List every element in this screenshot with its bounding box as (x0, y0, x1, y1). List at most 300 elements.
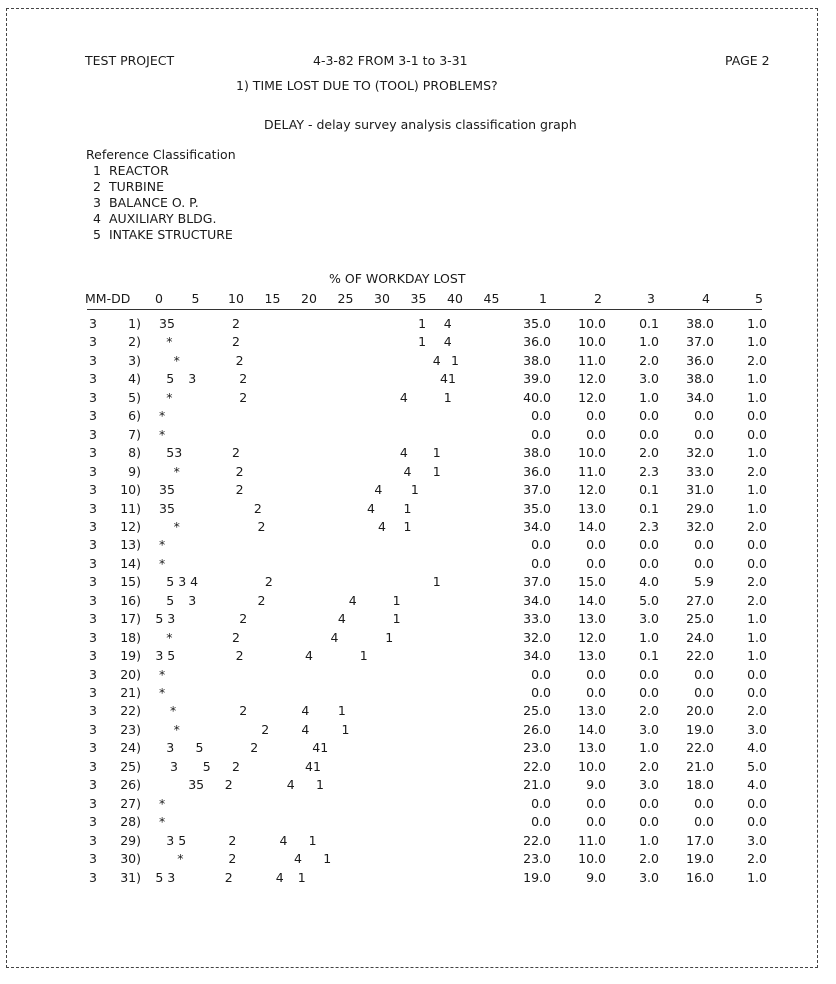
class-value: 0.1 (639, 482, 659, 498)
class-value: 3.0 (639, 371, 659, 387)
class-value: 10.0 (578, 851, 606, 867)
table-row (7, 776, 819, 794)
class-value: 14.0 (578, 721, 606, 737)
class-value: 2.3 (639, 518, 659, 534)
class-value: 32.0 (523, 629, 551, 645)
table-row (7, 592, 819, 610)
question-title: 1) TIME LOST DUE TO (TOOL) PROBLEMS? (236, 78, 498, 93)
class-value: 35.0 (523, 500, 551, 516)
table-row (7, 389, 819, 407)
table-row (7, 518, 819, 536)
class-value: 2.3 (639, 463, 659, 479)
class-value: 0.0 (639, 666, 659, 682)
class-value: 27.0 (686, 592, 714, 608)
class-value: 12.0 (578, 482, 606, 498)
class-value: 1.0 (747, 629, 767, 645)
row-day: 15) (120, 574, 141, 590)
plot-mark: 2 (257, 518, 266, 534)
class-value: 1.0 (639, 629, 659, 645)
plot-mark: 2 (232, 758, 240, 774)
report-date-range: 4-3-82 FROM 3-1 to 3-31 (313, 53, 468, 68)
table-row (7, 647, 819, 665)
row-month: 3 (89, 574, 97, 590)
row-month: 3 (89, 758, 97, 774)
row-day: 4) (128, 371, 141, 387)
class-value: 3.0 (747, 721, 767, 737)
class-value: 37.0 (523, 574, 551, 590)
row-day: 3) (128, 352, 141, 368)
plot-mark: 2 (232, 445, 240, 461)
scale-tick-label: 5 (191, 291, 200, 306)
plot-mark: 2 (239, 703, 248, 719)
row-day: 19) (120, 648, 141, 664)
class-value: 38.0 (523, 445, 551, 461)
plot-mark: 2 (224, 777, 233, 793)
plot-mark: 5 3 (155, 869, 176, 885)
table-row (7, 481, 819, 499)
reference-item (93, 179, 164, 195)
plot-mark: * (166, 389, 173, 405)
scale-tick-label: 35 (410, 291, 427, 306)
plot-mark: 2 (250, 740, 259, 756)
plot-mark: 3 5 (166, 832, 187, 848)
class-value: 10.0 (578, 758, 606, 774)
plot-mark: * (177, 851, 184, 867)
plot-mark: 4 (367, 500, 375, 516)
plot-mark: 2 (228, 851, 237, 867)
plot-mark: 4 (348, 592, 357, 608)
plot-mark: 2 (261, 721, 270, 737)
plot-mark: 4 (305, 648, 313, 664)
row-month: 3 (89, 334, 97, 350)
row-month: 3 (89, 648, 97, 664)
class-value: 21.0 (523, 777, 551, 793)
plot-mark: 3 (188, 371, 197, 387)
row-month: 3 (89, 518, 97, 534)
class-value: 13.0 (578, 611, 606, 627)
plot-mark: 41 (312, 740, 329, 756)
class-value: 0.0 (747, 537, 767, 553)
class-value: 1.0 (747, 371, 767, 387)
plot-mark: 4 (330, 629, 339, 645)
plot-mark: 41 (305, 758, 321, 774)
plot-mark: 2 (264, 574, 273, 590)
plot-mark: 2 (235, 482, 244, 498)
class-value: 3.0 (639, 869, 659, 885)
class-value: 34.0 (523, 592, 551, 608)
table-row (7, 813, 819, 831)
class-value: 11.0 (578, 832, 606, 848)
report-page (6, 8, 818, 968)
plot-mark: * (159, 666, 166, 682)
plot-mark: 1 (410, 482, 419, 498)
row-day: 1) (128, 316, 141, 331)
row-month: 3 (89, 832, 97, 848)
plot-mark: 4 (294, 851, 302, 867)
class-value: 3.0 (639, 721, 659, 737)
table-row (7, 500, 819, 518)
row-month: 3 (89, 869, 97, 885)
class-value: 1.0 (747, 482, 767, 498)
plot-mark: 1 (392, 592, 401, 608)
row-month: 3 (89, 629, 97, 645)
row-month: 3 (89, 740, 97, 756)
class-value: 3.0 (747, 832, 767, 848)
class-value: 25.0 (686, 611, 714, 627)
row-month: 3 (89, 666, 97, 682)
plot-mark: * (159, 537, 166, 553)
class-value: 2.0 (639, 758, 659, 774)
plot-mark: * (159, 685, 166, 700)
reference-item-label: INTAKE STRUCTURE (109, 227, 233, 242)
table-row (7, 869, 819, 887)
row-day: 16) (120, 592, 141, 608)
class-value: 39.0 (523, 371, 551, 387)
header-rule (87, 309, 762, 310)
class-value: 0.0 (531, 814, 551, 830)
class-value: 0.0 (694, 795, 714, 811)
scale-tick-label: 25 (337, 291, 354, 306)
table-row (7, 426, 819, 444)
plot-mark: * (173, 721, 180, 737)
reference-item-number: 4 (93, 211, 101, 226)
plot-mark: 1 (432, 463, 441, 479)
row-month: 3 (89, 611, 97, 627)
class-value: 0.0 (747, 814, 767, 830)
table-row (7, 333, 819, 351)
plot-mark: * (169, 703, 177, 719)
class-value: 32.0 (686, 518, 714, 534)
row-month: 3 (89, 721, 97, 737)
scale-tick-label: 0 (155, 291, 163, 306)
class-value: 0.0 (694, 814, 714, 830)
class-value: 26.0 (523, 721, 551, 737)
row-month: 3 (89, 814, 97, 830)
reference-item (93, 163, 169, 179)
class-value: 38.0 (686, 371, 714, 387)
row-day: 8) (128, 445, 141, 461)
class-value: 1.0 (747, 869, 767, 885)
plot-mark: * (159, 408, 166, 424)
class-value: 4.0 (747, 740, 767, 756)
plot-mark: 4 (286, 777, 295, 793)
class-value: 22.0 (686, 648, 714, 664)
class-value: 0.1 (639, 316, 659, 331)
class-value: 2.0 (747, 518, 767, 534)
plot-mark: 4 (275, 869, 284, 885)
row-day: 5) (128, 389, 141, 405)
class-value: 0.0 (747, 685, 767, 700)
report-subtitle: DELAY - delay survey analysis classification graph (264, 117, 577, 132)
scale-tick-label: 30 (374, 291, 390, 306)
plot-mark: 1 (337, 703, 346, 719)
plot-mark: 5 (166, 371, 175, 387)
class-value: 0.0 (531, 795, 551, 811)
row-day: 29) (120, 832, 141, 848)
row-month: 3 (89, 408, 97, 424)
class-value: 0.0 (694, 666, 714, 682)
class-value: 2.0 (747, 592, 767, 608)
table-row (7, 850, 819, 868)
table-row (7, 555, 819, 573)
plot-mark: 1 (308, 832, 317, 848)
scale-tick-label: 15 (264, 291, 281, 306)
class-value: 16.0 (686, 869, 714, 885)
class-value: 5.9 (694, 574, 714, 590)
class-value: 36.0 (686, 352, 714, 368)
row-month: 3 (89, 426, 97, 442)
class-value: 0.0 (639, 537, 659, 553)
row-day: 7) (128, 426, 141, 442)
class-value: 40.0 (523, 389, 551, 405)
scale-tick-label: 40 (447, 291, 463, 306)
scale-tick-label: 45 (483, 291, 500, 306)
class-value: 4.0 (639, 574, 659, 590)
class-value: 1.0 (747, 500, 767, 516)
class-value: 36.0 (523, 334, 551, 350)
reference-item (93, 211, 216, 227)
class-value: 3.0 (639, 611, 659, 627)
plot-mark: 2 (239, 389, 248, 405)
class-value: 25.0 (523, 703, 551, 719)
plot-mark: 2 (228, 832, 237, 848)
class-value: 1.0 (747, 445, 767, 461)
class-value: 0.0 (531, 666, 551, 682)
class-value: 1.0 (747, 611, 767, 627)
table-row (7, 444, 819, 462)
plot-mark: 2 (232, 629, 240, 645)
plot-mark: * (166, 334, 173, 350)
class-value: 0.0 (531, 426, 551, 442)
row-day: 18) (120, 629, 141, 645)
reference-item-number: 2 (93, 179, 101, 194)
plot-mark: 2 (235, 463, 244, 479)
class-value: 1.0 (639, 740, 659, 756)
plot-mark: 1 (418, 316, 427, 331)
plot-mark: 35 (159, 316, 175, 331)
plot-mark: 41 (440, 371, 456, 387)
class-value: 2.0 (639, 703, 659, 719)
row-day: 30) (120, 851, 141, 867)
class-value: 0.0 (639, 814, 659, 830)
table-row (7, 352, 819, 370)
plot-mark: 1 (403, 518, 412, 534)
class-value: 2.0 (747, 352, 767, 368)
class-value: 0.0 (531, 555, 551, 571)
row-month: 3 (89, 537, 97, 553)
table-row (7, 407, 819, 425)
plot-mark: 5 (166, 592, 175, 608)
class-value: 0.0 (586, 537, 606, 553)
row-month: 3 (89, 795, 97, 811)
class-value: 0.0 (639, 795, 659, 811)
plot-mark: 4 (301, 721, 310, 737)
table-row (7, 666, 819, 684)
class-value: 20.0 (686, 703, 714, 719)
reference-item (93, 195, 199, 211)
table-row (7, 463, 819, 481)
plot-mark: 2 (235, 648, 244, 664)
class-value: 9.0 (586, 777, 606, 793)
class-value: 23.0 (523, 851, 551, 867)
plot-mark: 35 (159, 482, 175, 498)
plot-mark: 35 (188, 777, 205, 793)
class-value: 0.0 (531, 408, 551, 424)
table-row (7, 536, 819, 554)
plot-mark: * (166, 629, 173, 645)
class-header: 2 (594, 291, 602, 306)
plot-mark: * (159, 795, 166, 811)
plot-mark: * (159, 426, 166, 442)
project-name: TEST PROJECT (85, 53, 175, 68)
class-value: 2.0 (639, 352, 659, 368)
page-number: PAGE 2 (725, 53, 770, 68)
row-day: 2) (128, 334, 141, 350)
plot-mark: 1 (432, 574, 441, 590)
class-value: 0.0 (586, 795, 606, 811)
class-value: 2.0 (747, 463, 767, 479)
class-value: 0.0 (694, 408, 714, 424)
class-value: 33.0 (686, 463, 714, 479)
plot-mark: 3 5 (155, 648, 176, 664)
class-value: 15.0 (578, 574, 606, 590)
class-value: 0.0 (639, 555, 659, 571)
class-value: 12.0 (578, 389, 606, 405)
plot-mark: 3 (166, 740, 175, 756)
row-month: 3 (89, 555, 97, 571)
table-row (7, 573, 819, 591)
plot-mark: 4 (403, 463, 412, 479)
plot-mark: 1 (341, 721, 350, 737)
class-value: 14.0 (578, 518, 606, 534)
plot-mark: 2 (235, 352, 244, 368)
plot-mark: * (173, 518, 180, 534)
reference-item-label: BALANCE O. P. (109, 195, 199, 210)
row-day: 20) (120, 666, 141, 682)
plot-mark: 2 (257, 592, 266, 608)
row-month: 3 (89, 500, 97, 516)
class-value: 34.0 (686, 389, 714, 405)
class-header: 5 (755, 291, 763, 306)
class-value: 5.0 (639, 592, 659, 608)
class-value: 12.0 (578, 371, 606, 387)
plot-mark: 2 (253, 500, 262, 516)
plot-mark: 5 (195, 740, 204, 756)
class-value: 29.0 (686, 500, 714, 516)
row-month: 3 (89, 482, 97, 498)
class-value: 13.0 (578, 740, 606, 756)
row-month: 3 (89, 777, 97, 793)
table-row (7, 758, 819, 776)
class-value: 33.0 (523, 611, 551, 627)
row-month: 3 (89, 592, 97, 608)
class-value: 18.0 (686, 777, 714, 793)
class-value: 19.0 (686, 721, 714, 737)
row-day: 25) (120, 758, 141, 774)
row-month: 3 (89, 703, 97, 719)
class-value: 2.0 (639, 445, 659, 461)
row-month: 3 (89, 463, 97, 479)
class-value: 24.0 (686, 629, 714, 645)
table-row (7, 795, 819, 813)
table-row (7, 739, 819, 757)
table-row (7, 610, 819, 628)
row-day: 10) (120, 482, 141, 498)
row-month: 3 (89, 389, 97, 405)
plot-mark: 1 (297, 869, 306, 885)
class-value: 22.0 (686, 740, 714, 756)
class-value: 37.0 (523, 482, 551, 498)
plot-mark: 5 (202, 758, 211, 774)
plot-mark: 1 (451, 352, 459, 368)
class-value: 5.0 (747, 758, 767, 774)
plot-mark: 4 (443, 334, 452, 350)
plot-mark: 1 (315, 777, 324, 793)
class-value: 13.0 (578, 703, 606, 719)
class-value: 22.0 (523, 758, 551, 774)
table-row (7, 702, 819, 720)
class-value: 0.0 (747, 555, 767, 571)
class-value: 2.0 (639, 851, 659, 867)
plot-mark: 35 (159, 500, 175, 516)
plot-mark: 4 (374, 482, 383, 498)
class-value: 2.0 (747, 703, 767, 719)
plot-mark: 1 (418, 334, 427, 350)
class-value: 36.0 (523, 463, 551, 479)
plot-mark: * (173, 463, 180, 479)
class-value: 1.0 (639, 389, 659, 405)
plot-mark: 4 (337, 611, 346, 627)
class-value: 0.0 (639, 426, 659, 442)
class-value: 0.0 (586, 408, 606, 424)
class-value: 12.0 (578, 629, 606, 645)
class-value: 1.0 (747, 316, 767, 331)
plot-mark: 4 (279, 832, 288, 848)
class-value: 13.0 (578, 648, 606, 664)
class-value: 10.0 (578, 445, 606, 461)
class-value: 23.0 (523, 740, 551, 756)
table-row (7, 684, 819, 702)
row-month: 3 (89, 352, 97, 368)
plot-mark: 53 (166, 445, 183, 461)
class-value: 21.0 (686, 758, 714, 774)
plot-mark: 4 (378, 518, 386, 534)
plot-mark: 3 (188, 592, 197, 608)
table-row (7, 370, 819, 388)
class-value: 0.0 (747, 795, 767, 811)
class-value: 9.0 (586, 869, 606, 885)
plot-mark: * (159, 555, 166, 571)
plot-mark: 2 (224, 869, 233, 885)
reference-item-number: 1 (93, 163, 101, 178)
row-day: 31) (120, 869, 141, 885)
class-value: 0.0 (694, 537, 714, 553)
class-header: 1 (539, 291, 547, 306)
class-value: 13.0 (578, 500, 606, 516)
row-day: 12) (120, 518, 141, 534)
row-day: 28) (120, 814, 141, 830)
row-day: 23) (120, 721, 141, 737)
row-day: 9) (128, 463, 141, 479)
class-value: 37.0 (686, 334, 714, 350)
plot-mark: 1 (392, 611, 401, 627)
class-value: 35.0 (523, 316, 551, 331)
plot-mark: 1 (432, 445, 441, 461)
class-value: 38.0 (686, 316, 714, 331)
class-value: 11.0 (578, 352, 606, 368)
class-value: 32.0 (686, 445, 714, 461)
reference-title: Reference Classification (86, 147, 236, 162)
